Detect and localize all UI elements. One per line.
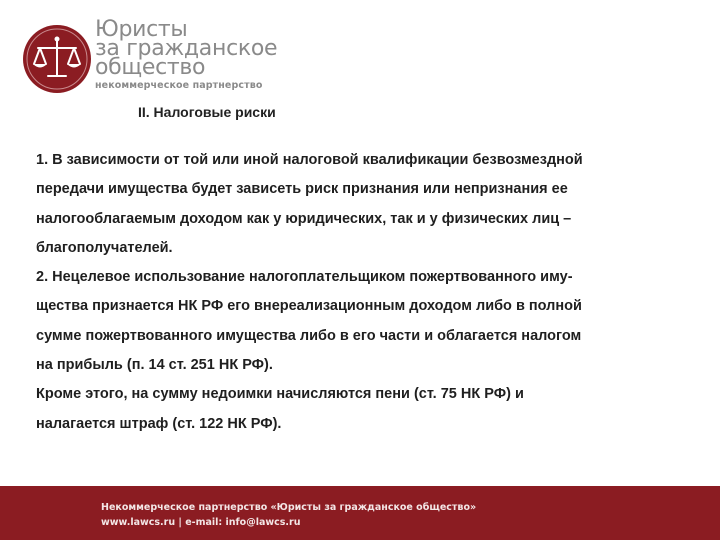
brand-name-line1: Юристы bbox=[95, 17, 188, 42]
brand-subtitle: некоммерческое партнерство bbox=[95, 80, 263, 91]
footer-text bbox=[101, 500, 476, 530]
brand-name-line3: общество bbox=[95, 55, 206, 80]
body-line: благополучателей. bbox=[36, 239, 173, 256]
body-line: налогооблагаемым доходом как у юридических, так и у физических лиц – bbox=[36, 210, 572, 227]
body-line: передачи имущества будет зависеть риск признания или непризнания ее bbox=[36, 181, 568, 198]
body-line: налагается штраф (ст. 122 НК РФ). bbox=[36, 415, 282, 432]
section-title: II. Налоговые риски bbox=[138, 104, 276, 120]
body-line: щества признается НК РФ его внереализационным доходом либо в полной bbox=[36, 298, 582, 315]
body-line: 1. В зависимости от той или иной налоговой квалификации безвозмездной bbox=[36, 152, 583, 168]
body-line: 2. Нецелевое использование налогоплательщиком пожертвованного иму- bbox=[36, 269, 573, 286]
body-line: Кроме этого, на сумму недоимки начисляются пени (ст. 75 НК РФ) и bbox=[36, 386, 524, 403]
body-line: сумме пожертвованного имущества либо в его части и облагается налогом bbox=[36, 327, 582, 344]
footer-contacts: www.lawcs.ru | e-mail: info@lawcs.ru bbox=[101, 517, 301, 528]
footer-bar bbox=[0, 486, 720, 540]
logo bbox=[22, 17, 342, 110]
brand-wordmark bbox=[95, 17, 278, 91]
footer-organization: Некоммерческое партнерство «Юристы за гражданское общество» bbox=[101, 502, 477, 513]
scales-of-justice-icon bbox=[22, 24, 92, 94]
body-line: на прибыль (п. 14 ст. 251 НК РФ). bbox=[36, 357, 273, 374]
body-text bbox=[36, 146, 676, 439]
brand-name-line2: за гражданское bbox=[95, 36, 278, 61]
